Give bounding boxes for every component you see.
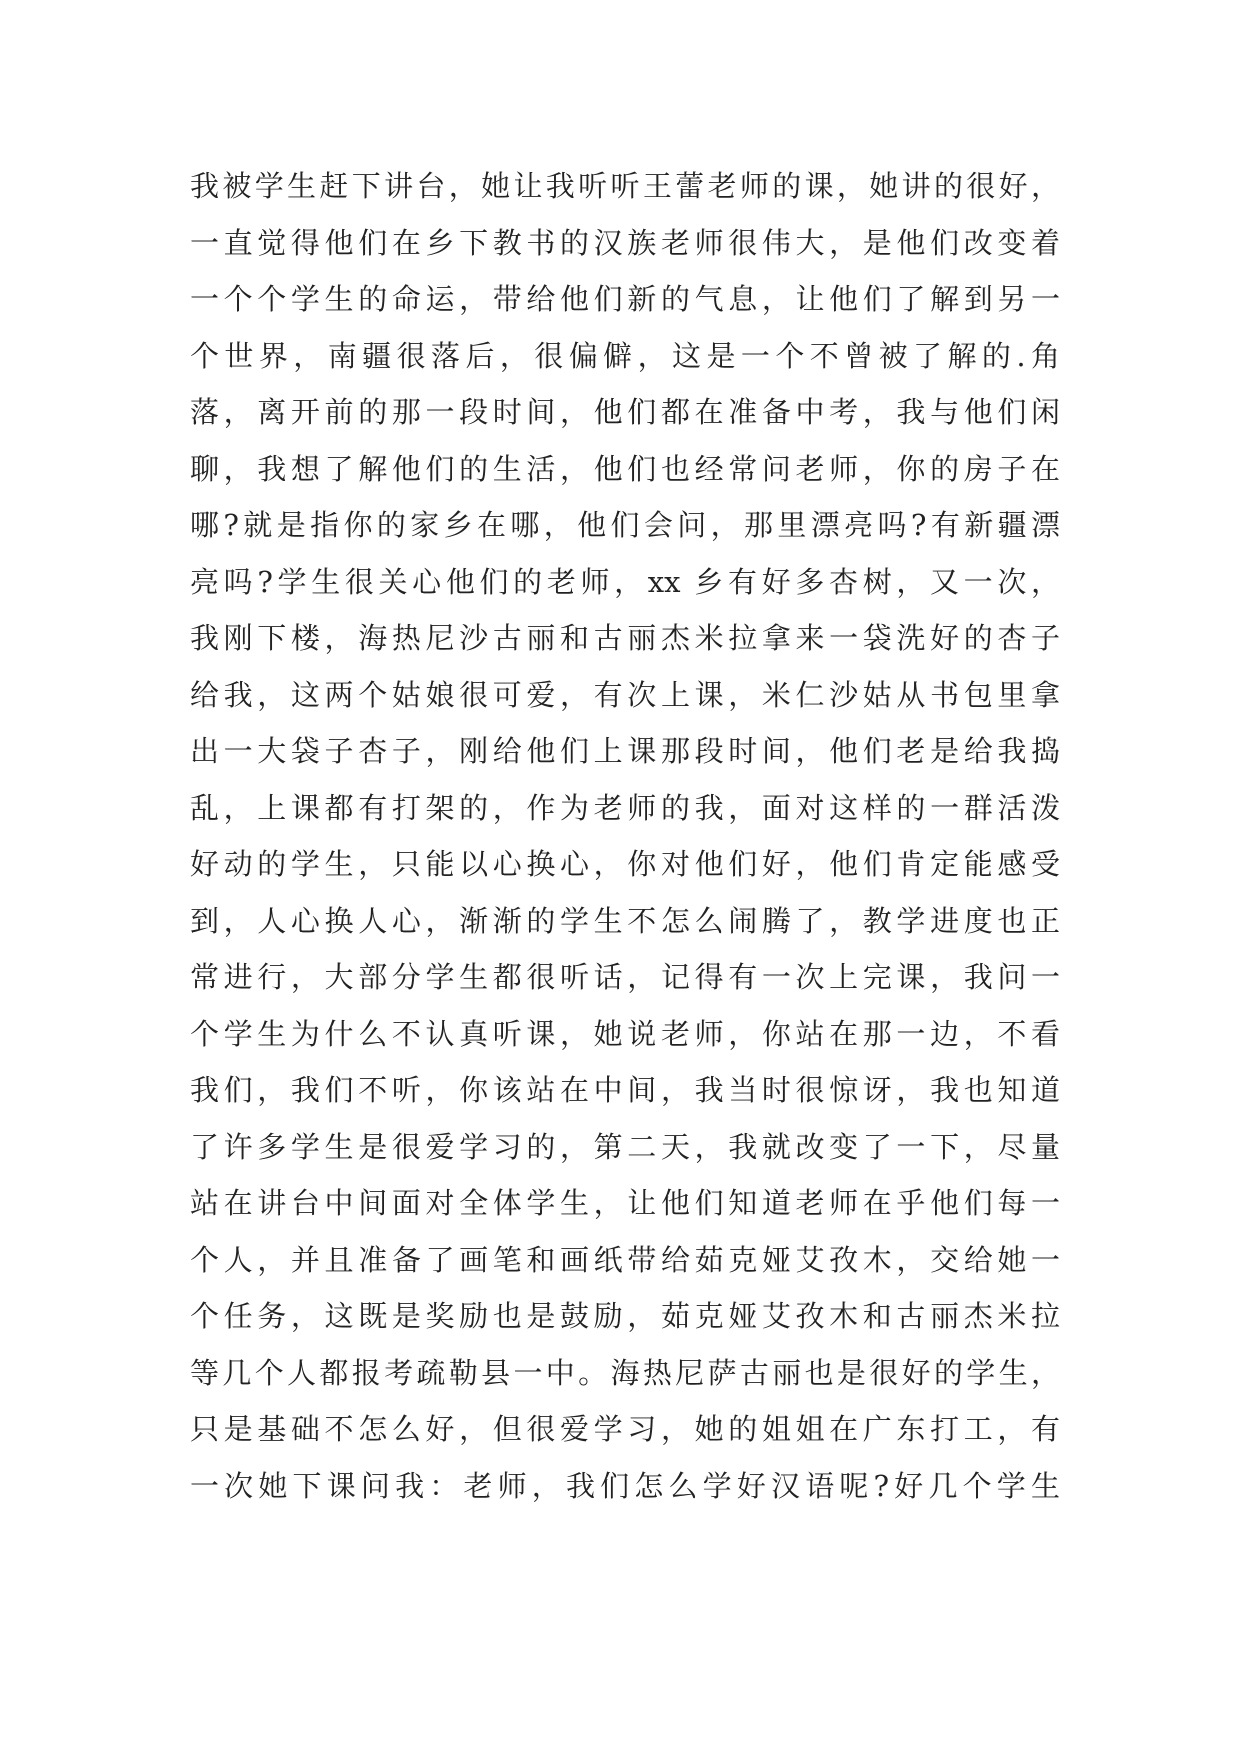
text-line: 一个个学生的命运，带给他们新的气息，让他们了解到另一: [190, 282, 1060, 316]
text-line: 乱，上课都有打架的，作为老师的我，面对这样的一群活泼: [190, 790, 1060, 825]
text-line: 我被学生赶下讲台，她让我听听王蕾老师的课，她讲的很好，: [190, 169, 1060, 203]
text-line: 哪?就是指你的家乡在哪，他们会问，那里漂亮吗?有新疆漂: [190, 508, 1060, 542]
text-line: 落，离开前的那一段时间，他们都在准备中考，我与他们闲: [190, 395, 1060, 429]
text-line: 一次她下课问我：老师，我们怎么学好汉语呢?好几个学生: [190, 1468, 1060, 1503]
text-line: 等几个人都报考疏勒县一中。海热尼萨古丽也是很好的学生，: [190, 1355, 1060, 1390]
text-line: 个学生为什么不认真听课，她说老师，你站在那一边，不看: [190, 1016, 1060, 1051]
body-text: [190, 158, 1060, 1514]
text-line: 个任务，这既是奖励也是鼓励，茹克娅艾孜木和古丽杰米拉: [190, 1299, 1060, 1333]
text-line: 一直觉得他们在乡下教书的汉族老师很伟大，是他们改变着: [190, 225, 1060, 260]
text-line: 给我，这两个姑娘很可爱，有次上课，米仁沙姑从书包里拿: [190, 677, 1060, 712]
text-line: 我们，我们不听，你该站在中间，我当时很惊讶，我也知道: [190, 1073, 1060, 1107]
text-line: 好动的学生，只能以心换心，你对他们好，他们肯定能感受: [190, 847, 1060, 881]
text-line: 个人，并且准备了画笔和画纸带给茹克娅艾孜木，交给她一: [190, 1242, 1060, 1277]
text-line: 只是基础不怎么好，但很爱学习，她的姐姐在广东打工，有: [190, 1412, 1060, 1446]
text-line: 亮吗?学生很关心他们的老师，xx 乡有好多杏树，又一次，: [190, 564, 1060, 599]
text-line: 我刚下楼，海热尼沙古丽和古丽杰米拉拿来一袋洗好的杏子: [190, 621, 1060, 655]
text-line: 出一大袋子杏子，刚给他们上课那段时间，他们老是给我捣: [190, 734, 1060, 768]
text-line: 聊，我想了解他们的生活，他们也经常问老师，你的房子在: [190, 451, 1060, 486]
text-line: 到，人心换人心，渐渐的学生不怎么闹腾了，教学进度也正: [190, 903, 1060, 938]
text-line: 常进行，大部分学生都很听话，记得有一次上完课，我问一: [190, 960, 1060, 994]
text-line: 个世界，南疆很落后，很偏僻，这是一个不曾被了解的.角: [190, 338, 1060, 373]
text-line: 站在讲台中间面对全体学生，让他们知道老师在乎他们每一: [190, 1186, 1060, 1220]
text-line: 了许多学生是很爱学习的，第二天，我就改变了一下，尽量: [190, 1129, 1060, 1164]
